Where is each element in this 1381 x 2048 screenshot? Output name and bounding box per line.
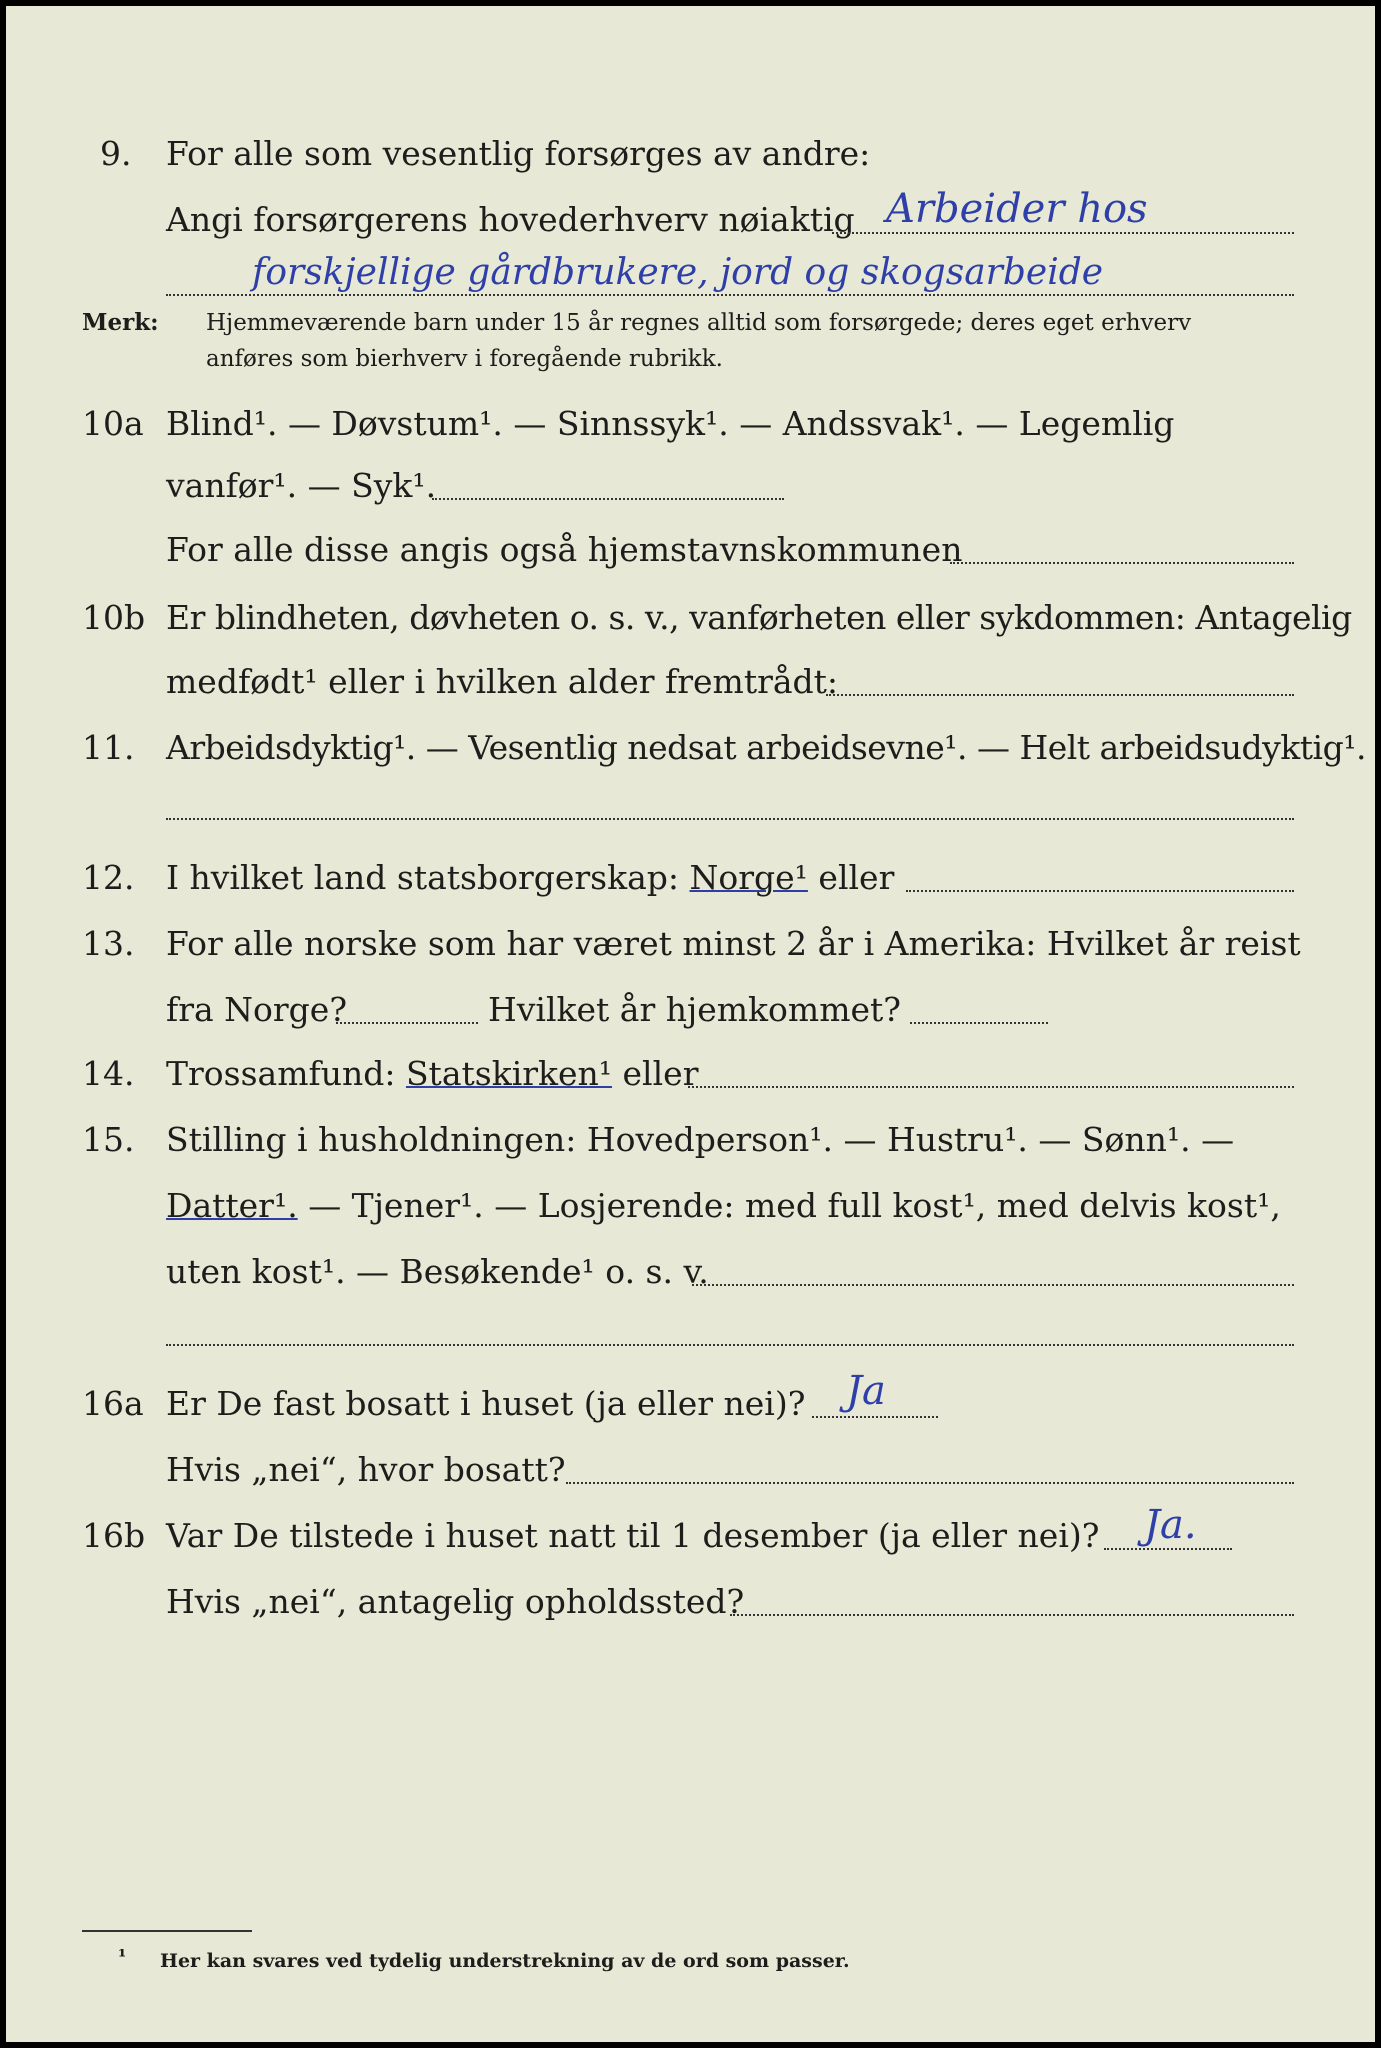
q11-answer-field[interactable] [166, 818, 1294, 820]
question-number-11: 11. [82, 728, 135, 767]
q15-line1: Stilling i husholdningen: Hovedperson¹. — Hustru¹. — Sønn¹. — [166, 1120, 1235, 1159]
q10b-line2: medfødt¹ eller i hvilken alder fremtrådt: [166, 662, 839, 701]
q14-suffix: eller [622, 1054, 699, 1093]
footnote-marker: ¹ [118, 1946, 127, 1968]
question-number-9: 9. [100, 134, 132, 173]
q9-handwritten-answer-1: Arbeider hos [886, 186, 1148, 232]
question-number-16a: 16a [82, 1384, 144, 1423]
merk-line1: Hjemmeværende barn under 15 år regnes alltid som forsørgede; deres eget erhverv [206, 310, 1192, 336]
q16a-answer-field[interactable] [812, 1416, 938, 1418]
q13-line1: For alle norske som har været minst 2 år i Amerika: Hvilket år reist [166, 924, 1301, 963]
q15-answer-field[interactable] [692, 1284, 1294, 1286]
q14-line [166, 1054, 698, 1094]
question-number-15: 15. [82, 1120, 135, 1159]
q10b-line1: Er blindheten, døvheten o. s. v., vanførheten eller sykdommen: Antagelig [166, 598, 1352, 637]
q16a-handwritten-answer: Ja [846, 1368, 886, 1414]
footnote-rule [82, 1930, 252, 1932]
q10a-line1: Blind¹. — Døvstum¹. — Sinnssyk¹. — Andssvak¹. — Legemlig [166, 404, 1175, 443]
q15-answer-field-2[interactable] [166, 1344, 1294, 1346]
q12-suffix: eller [818, 858, 895, 897]
q9-handwritten-answer-2: forskjellige gårdbrukere, jord og skogsarbeide [252, 252, 1104, 293]
q12-answer-field[interactable] [906, 890, 1294, 892]
footnote-text: Her kan svares ved tydelig understrekning av de ord som passer. [160, 1950, 850, 1972]
merk-line2: anføres som bierhverv i foregående rubrikk. [206, 346, 723, 372]
q13-hjemkommet-field[interactable] [910, 1022, 1048, 1024]
q16a-line2: Hvis „nei“, hvor bosatt? [166, 1450, 566, 1489]
q13-line2b: Hvilket år hjemkommet? [488, 990, 901, 1029]
question-number-10a: 10a [82, 404, 144, 443]
q16b-opholdssted-field[interactable] [730, 1614, 1294, 1616]
q12-line [166, 858, 894, 898]
q10b-answer-field[interactable] [826, 694, 1294, 696]
q9-answer-field[interactable] [832, 232, 1294, 234]
q9-line1: For alle som vesentlig forsørges av andre: [166, 134, 871, 173]
q9-answer-field-2[interactable] [166, 294, 1294, 296]
q10a-syk-field[interactable] [432, 498, 784, 500]
q16b-answer-field[interactable] [1104, 1548, 1232, 1550]
q13-reist-field[interactable] [336, 1022, 478, 1024]
question-number-14: 14. [82, 1054, 135, 1093]
q9-line2: Angi forsørgerens hovederhverv nøiaktig [166, 200, 855, 239]
census-form-page [6, 6, 1375, 2042]
q14-statskirken-option[interactable]: Statskirken¹ [405, 1054, 613, 1093]
q10a-hjemstavn-field[interactable] [950, 562, 1294, 564]
question-number-12: 12. [82, 858, 135, 897]
q15-line3: uten kost¹. — Besøkende¹ o. s. v. [166, 1252, 709, 1291]
q15-datter-option[interactable]: Datter¹. [166, 1186, 298, 1225]
q13-line2a: fra Norge? [166, 990, 348, 1029]
question-number-10b: 10b [82, 598, 146, 637]
q12-norge-option[interactable]: Norge¹ [689, 858, 808, 897]
q16b-line2: Hvis „nei“, antagelig opholdssted? [166, 1582, 745, 1621]
q15-line2: — Tjener¹. — Losjerende: med full kost¹, med delvis kost¹, [308, 1186, 1281, 1225]
merk-label: Merk: [82, 309, 159, 336]
q14-answer-field[interactable] [688, 1086, 1294, 1088]
q11-line1: Arbeidsdyktig¹. — Vesentlig nedsat arbeidsevne¹. — Helt arbeidsudyktig¹. [166, 728, 1366, 767]
question-number-16b: 16b [82, 1516, 146, 1555]
q16b-handwritten-answer: Ja. [1144, 1502, 1197, 1548]
q16a-bosatt-field[interactable] [566, 1482, 1294, 1484]
q16a-line1: Er De fast bosatt i huset (ja eller nei)? [166, 1384, 806, 1423]
q10a-line3: For alle disse angis også hjemstavnskommunen [166, 530, 963, 569]
q16b-line1: Var De tilstede i huset natt til 1 desember (ja eller nei)? [166, 1516, 1100, 1555]
q12-prefix: I hvilket land statsborgerskap: [166, 858, 680, 897]
q14-prefix: Trossamfund: [166, 1054, 396, 1093]
question-number-13: 13. [82, 924, 135, 963]
q10a-line2: vanfør¹. — Syk¹. [166, 466, 437, 505]
q15-line2-row [166, 1186, 1281, 1226]
